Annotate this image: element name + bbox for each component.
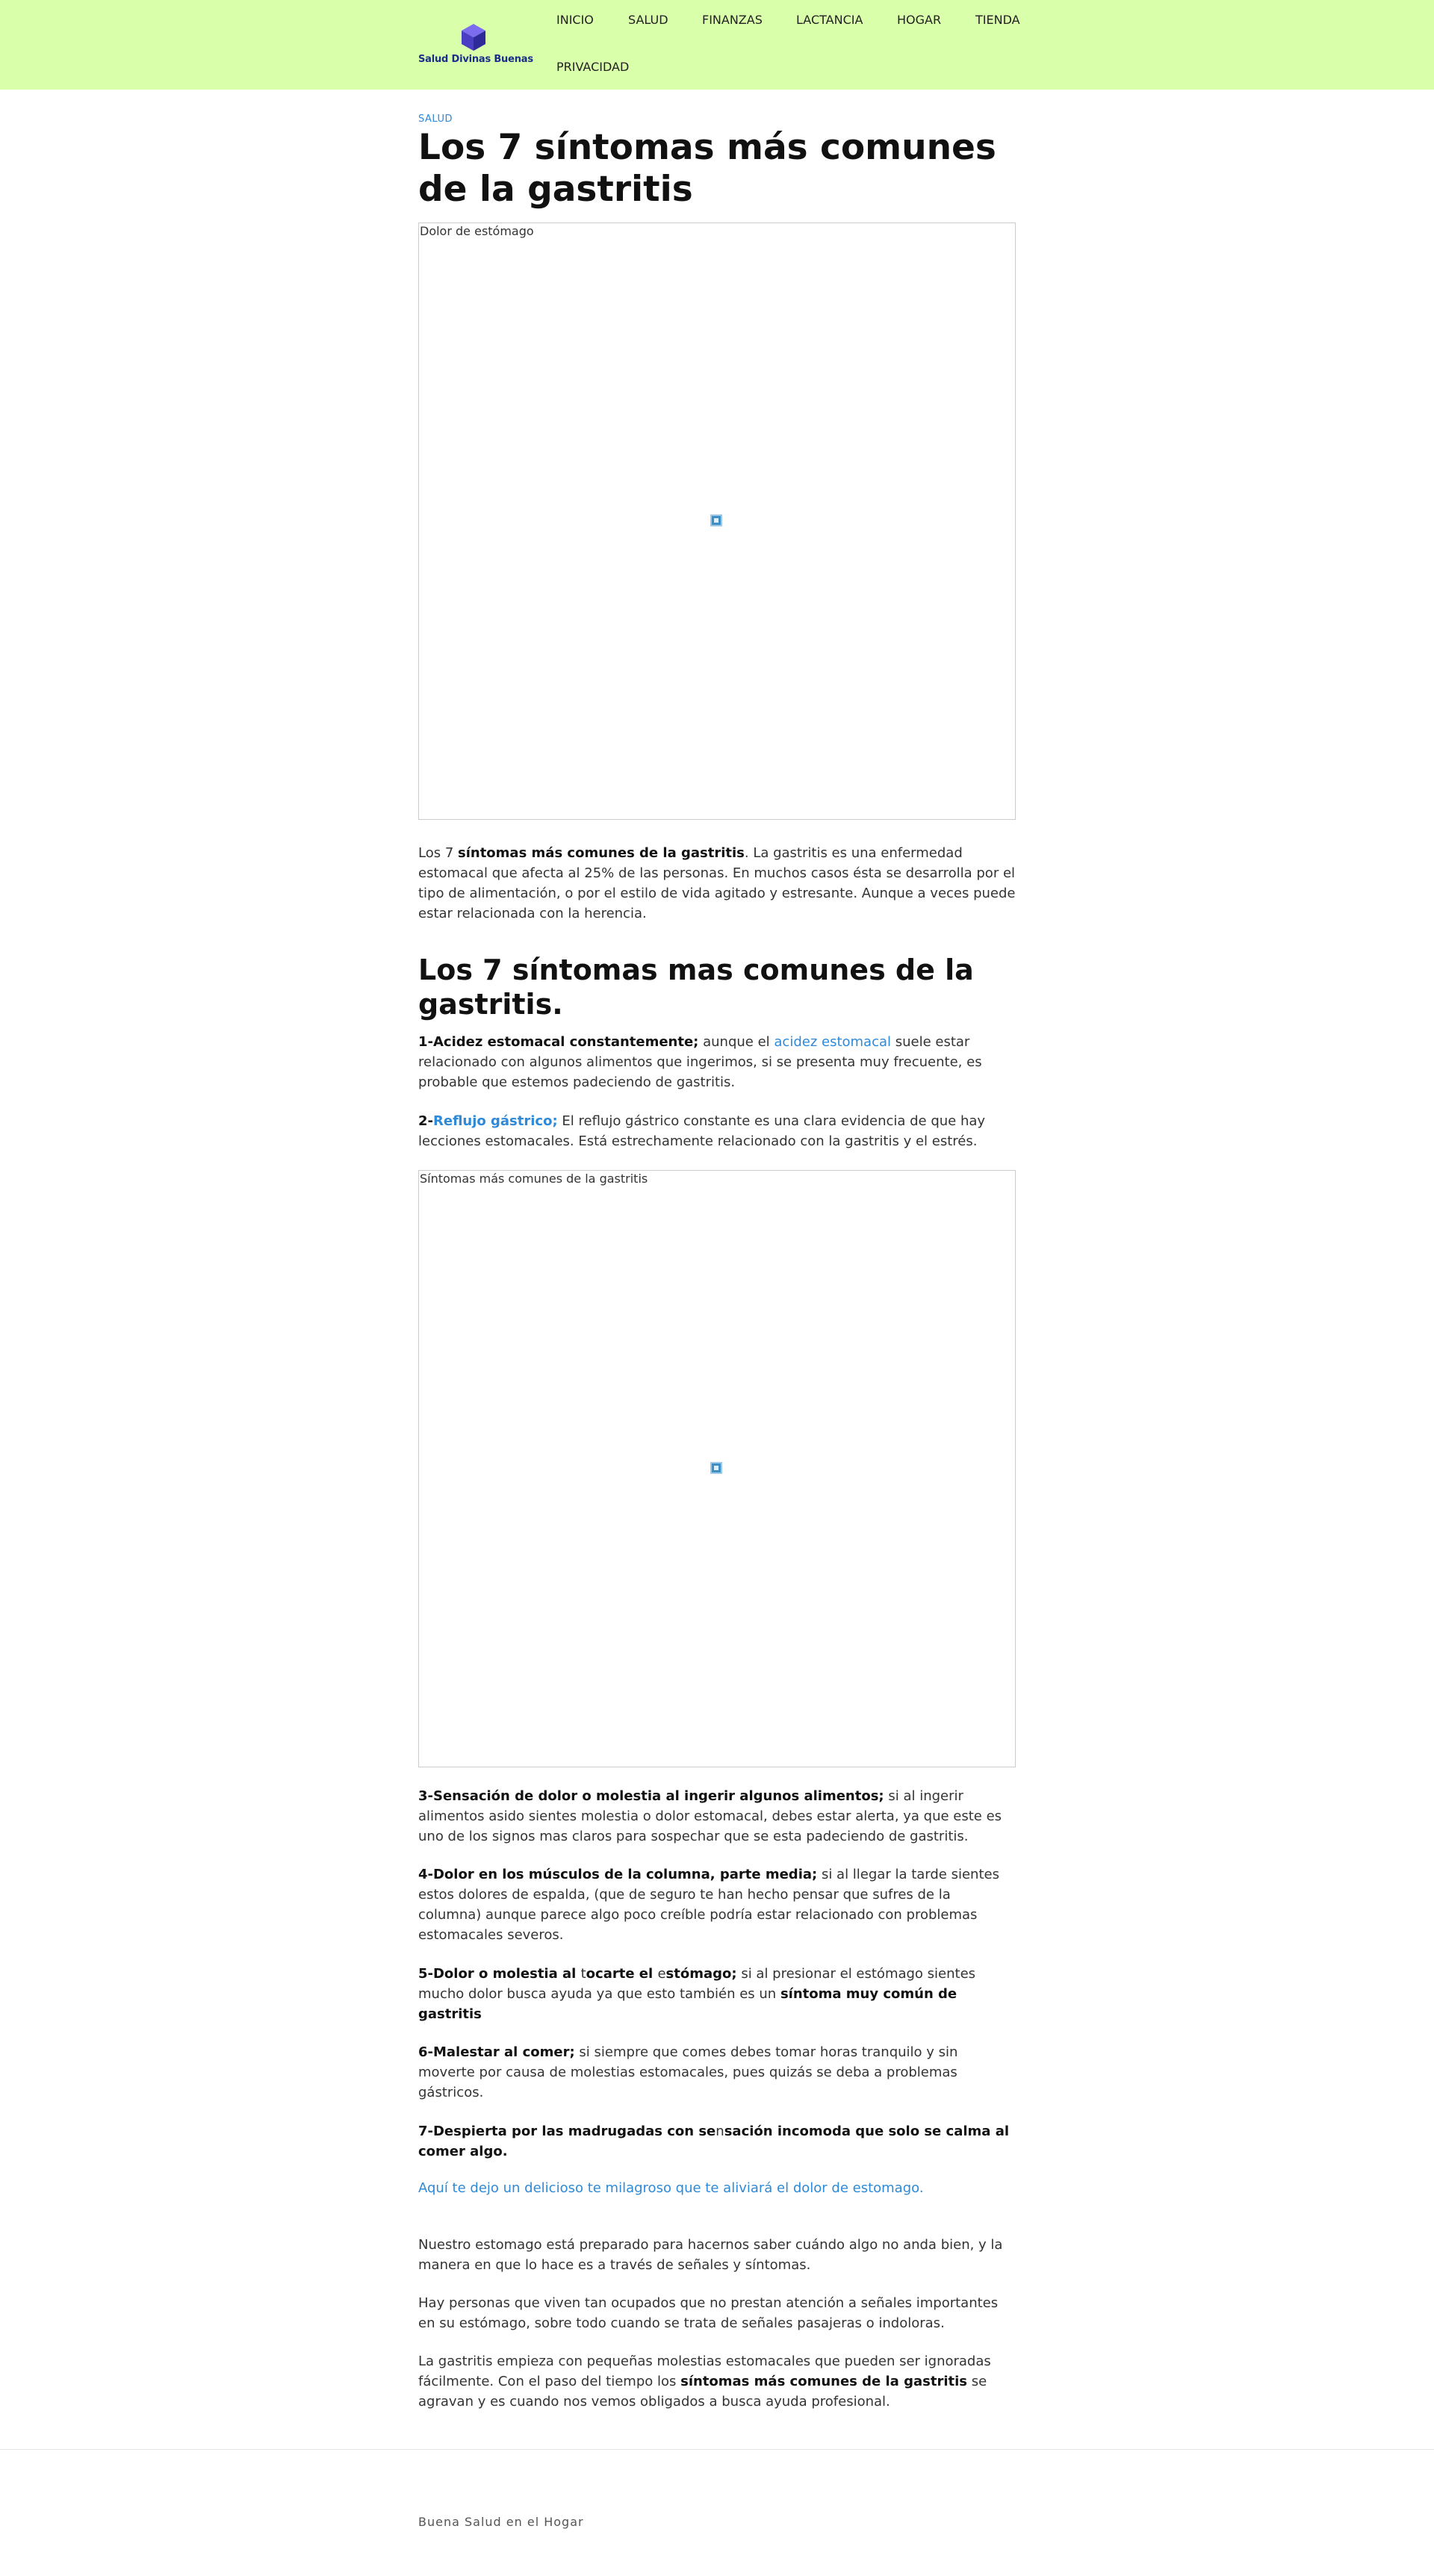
footer-text: Buena Salud en el Hogar [418, 2515, 584, 2529]
text: e [657, 1966, 666, 1982]
bold-text: 6-Malestar al comer; [418, 2044, 575, 2060]
intro-paragraph [418, 843, 1016, 924]
symptom-1 [418, 1032, 1016, 1092]
paragraph [418, 2351, 1016, 2412]
bold-text: síntomas más comunes de la gastritis [458, 845, 745, 861]
bold-text: 5-Dolor o molestia al [418, 1966, 581, 1982]
symptoms-image [418, 1170, 1016, 1767]
bold-text: ocarte el [586, 1966, 658, 1982]
nav-item-lactancia[interactable]: LACTANCIA [796, 13, 863, 27]
bold-text: síntomas más comunes de la gastritis [680, 2374, 967, 2389]
bold-text: síntoma muy común de gastritis [418, 1986, 957, 2022]
symptom-6 [418, 2042, 1016, 2103]
text: El reflujo gástrico constante es una clara evidencia de que hay lecciones estomacales. Está estrechamente relacionado con la gastritis y el estrés. [418, 1113, 986, 1149]
logo-text: Salud Divinas Buenas [418, 54, 533, 65]
bold-text: 4-Dolor en los músculos de la columna, parte media; [418, 1867, 818, 1882]
text: si al llegar la tarde sientes estos dolores de espalda, (que de seguro te han hecho pensar que sufres de la columna) aunque parece algo poco creíble podría estar relacionado con problemas estomacales severos. [418, 1867, 999, 1943]
symptom-2 [418, 1111, 1016, 1151]
text: si al ingerir alimentos asido sientes molestia o dolor estomacal, debes estar alerta, ya que este es uno de los signos mas claros para sospechar que se esta padeciendo de gastritis. [418, 1788, 1002, 1844]
remedy-paragraph [418, 2178, 1016, 2198]
text: aunque el [698, 1034, 775, 1050]
symptom-7 [418, 2121, 1016, 2162]
page-title: Los 7 síntomas más comunes de la gastritis [418, 127, 996, 210]
symptom-4 [418, 1864, 1016, 1945]
nav-item-finanzas[interactable]: FINANZAS [702, 13, 763, 27]
featured-image [418, 223, 1016, 820]
text: suele estar relacionado con algunos alimentos que ingerimos, si se presenta muy frecuente, es probable que estemos padeciendo de gastritis. [418, 1034, 982, 1090]
nav-item-tienda[interactable]: TIENDA [975, 13, 1020, 27]
text: si siempre que comes debes tomar horas tranquilo y sin moverte por causa de molestias estomacales, pues quizás se deba a problemas gástricos. [418, 2044, 958, 2100]
bold-text: 7-Despierta por las madrugadas con se [418, 2124, 716, 2139]
broken-image-icon [710, 514, 722, 526]
text: n [716, 2124, 724, 2139]
bold-text: stómago; [665, 1966, 737, 1982]
section-heading: Los 7 síntomas mas comunes de la gastritis. [418, 953, 974, 1021]
bold-text: 1-Acidez estomacal constantemente; [418, 1034, 699, 1050]
broken-image-icon [710, 1462, 722, 1474]
acidez-link[interactable]: acidez estomacal [774, 1034, 892, 1050]
symptom-5 [418, 1964, 1016, 2024]
site-header [0, 0, 1434, 90]
image-alt-text: Dolor de estómago [420, 224, 534, 238]
reflujo-link[interactable]: Reflujo gástrico; [433, 1113, 558, 1129]
text: . La gastritis es una enfermedad estomacal que afecta al 25% de las personas. En muchos casos ésta se desarrolla por el tipo de alimentación, o por el estilo de vida agitado y estresante. Aunque a veces puede estar relacionada con la herencia. [418, 845, 1016, 921]
image-alt-text: Síntomas más comunes de la gastritis [420, 1172, 648, 1186]
text: Los 7 [418, 845, 458, 861]
symptom-3 [418, 1786, 1016, 1847]
bold-text: 3-Sensación de dolor o molestia al ingerir algunos alimentos; [418, 1788, 884, 1804]
nav-item-inicio[interactable]: INICIO [556, 13, 594, 27]
text: La gastritis empieza con pequeñas molestias estomacales que pueden ser ignoradas fácilmente. Con el paso del tiempo los [418, 2353, 991, 2389]
paragraph: Nuestro estomago está preparado para hacernos saber cuándo algo no anda bien, y la manera en que lo hace es a través de señales y síntomas. [418, 2237, 1003, 2273]
nav-item-privacidad[interactable]: PRIVACIDAD [556, 60, 630, 74]
paragraph: Hay personas que viven tan ocupados que no prestan atención a señales importantes en su estómago, sobre todo cuando se trata de señales pasajeras o indoloras. [418, 2295, 999, 2331]
nav-item-hogar[interactable]: HOGAR [897, 13, 942, 27]
text: si al presionar el estómago sientes mucho dolor busca ayuda ya que esto también es un [418, 1966, 976, 2002]
text: se agravan y es cuando nos vemos obligados a busca ayuda profesional. [418, 2374, 987, 2409]
bold-text: sación incomoda que solo se calma al comer algo. [418, 2124, 1010, 2159]
cube-logo-icon [460, 22, 487, 52]
site-logo[interactable] [418, 22, 532, 69]
bold-text: 2- [418, 1113, 433, 1129]
footer-divider [0, 2449, 1434, 2450]
text: t [580, 1966, 586, 1982]
category-link[interactable]: SALUD [418, 113, 453, 125]
remedy-link[interactable]: Aquí te dejo un delicioso te milagroso que te aliviará el dolor de estomago. [418, 2180, 924, 2196]
nav-item-salud[interactable]: SALUD [628, 13, 668, 27]
